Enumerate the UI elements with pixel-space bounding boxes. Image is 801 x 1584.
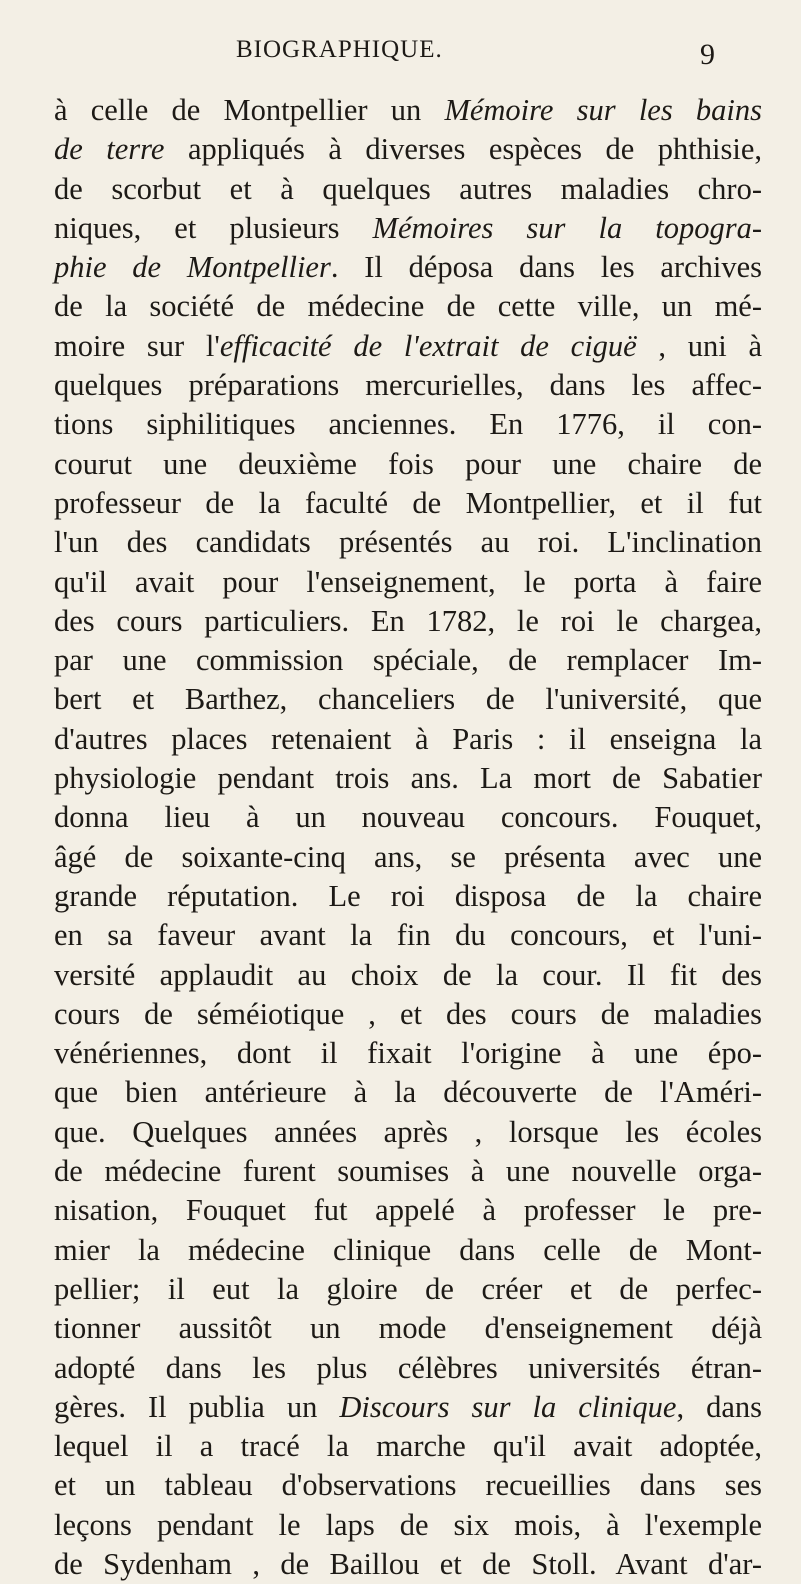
text-line	[54, 287, 762, 326]
italic-title: Mémoires sur la topogra-	[372, 210, 762, 245]
text-run: âgé de soixante-cinq ans, se présenta avec une	[54, 839, 762, 874]
text-line	[54, 838, 762, 877]
text-line	[54, 130, 762, 169]
text-run: tions siphilitiques anciennes. En 1776, il con-	[54, 407, 762, 442]
text-line	[54, 759, 762, 798]
text-line	[54, 1231, 762, 1270]
text-line	[54, 641, 762, 680]
text-line	[54, 209, 762, 248]
text-line	[54, 1309, 762, 1348]
text-run: de médecine furent soumises à une nouvelle orga-	[54, 1154, 762, 1189]
text-run: professeur de la faculté de Montpellier, et il fut	[54, 485, 762, 520]
text-run: quelques préparations mercurielles, dans les affec-	[54, 368, 762, 403]
text-run: niques, et plusieurs	[54, 210, 373, 245]
text-run: que. Quelques années après , lorsque les écoles	[54, 1114, 762, 1149]
text-run: . Il déposa dans les archives	[330, 250, 762, 285]
body-text	[54, 91, 762, 1584]
text-run: donna lieu à un nouveau concours. Fouquet,	[54, 800, 762, 835]
text-line	[54, 1152, 762, 1191]
text-run: mier la médecine clinique dans celle de Mont-	[54, 1232, 762, 1267]
text-line	[54, 1545, 762, 1584]
text-line	[54, 1113, 762, 1152]
text-run: et un tableau d'observations recueillies dans ses	[54, 1468, 762, 1503]
text-line	[54, 445, 762, 484]
text-run: , uni à	[636, 328, 762, 363]
italic-title: efficacité de l'extrait de ciguë	[219, 328, 637, 363]
text-run: tionner aussitôt un mode d'enseignement déjà	[54, 1311, 762, 1346]
text-run: en sa faveur avant la fin du concours, et l'uni-	[54, 918, 762, 953]
text-line	[54, 563, 762, 602]
text-line	[54, 91, 762, 130]
text-line	[54, 602, 762, 641]
text-run: grande réputation. Le roi disposa de la chaire	[54, 878, 762, 913]
text-run: leçons pendant le laps de six mois, à l'exemple	[54, 1507, 762, 1542]
text-run: versité applaudit au choix de la cour. Il fit des	[54, 957, 762, 992]
text-line	[54, 1466, 762, 1505]
text-run: par une commission spéciale, de remplacer Im-	[54, 643, 762, 678]
text-run: moire sur l'	[54, 328, 220, 363]
text-run: à celle de Montpellier un	[54, 93, 445, 127]
page-header	[0, 36, 801, 76]
text-run: qu'il avait pour l'enseignement, le porta à faire	[54, 564, 762, 599]
text-run: que bien antérieure à la découverte de l'Améri-	[54, 1075, 762, 1110]
text-run: physiologie pendant trois ans. La mort de Sabatier	[54, 761, 762, 796]
text-run: de la société de médecine de cette ville, un mé-	[54, 289, 762, 324]
text-line	[54, 248, 762, 287]
text-line	[54, 798, 762, 837]
page-number: 9	[700, 38, 715, 71]
text-run: gères. Il publia un	[54, 1389, 340, 1424]
text-run: bert et Barthez, chanceliers de l'université, que	[54, 682, 762, 717]
text-run: l'un des candidats présentés au roi. L'inclination	[54, 525, 762, 560]
text-run: cours de séméiotique , et des cours de maladies	[54, 996, 762, 1031]
text-run: d'autres places retenaient à Paris : il enseigna la	[54, 721, 762, 756]
text-line	[54, 327, 762, 366]
italic-title: de terre	[54, 132, 165, 167]
text-run: , dans	[676, 1389, 762, 1424]
text-run: nisation, Fouquet fut appelé à professer le pre-	[54, 1193, 762, 1228]
text-line	[54, 916, 762, 955]
text-line	[54, 170, 762, 209]
text-line	[54, 877, 762, 916]
text-run: appliqués à diverses espèces de phthisie,	[164, 132, 762, 167]
text-run: de scorbut et à quelques autres maladies chro-	[54, 171, 762, 206]
text-run: courut une deuxième fois pour une chaire de	[54, 446, 762, 481]
text-run: pellier; il eut la gloire de créer et de perfec-	[54, 1271, 762, 1306]
text-line	[54, 484, 762, 523]
text-line	[54, 523, 762, 562]
running-head: BIOGRAPHIQUE.	[236, 36, 443, 63]
italic-title: Discours sur la clinique	[339, 1389, 677, 1424]
text-line	[54, 1506, 762, 1545]
text-line	[54, 1427, 762, 1466]
text-line	[54, 720, 762, 759]
text-line	[54, 1349, 762, 1388]
text-line	[54, 995, 762, 1034]
text-line	[54, 366, 762, 405]
text-line	[54, 956, 762, 995]
italic-title: phie de Montpellier	[54, 250, 331, 285]
text-run: adopté dans les plus célèbres universités étran-	[54, 1350, 762, 1385]
text-line	[54, 1270, 762, 1309]
text-run: vénériennes, dont il fixait l'origine à une épo-	[54, 1036, 762, 1071]
text-line	[54, 1034, 762, 1073]
italic-title: Mémoire sur les bains	[444, 93, 762, 127]
text-run: de Sydenham , de Baillou et de Stoll. Avant d'ar-	[54, 1546, 762, 1581]
text-line	[54, 1073, 762, 1112]
text-line	[54, 1388, 762, 1427]
text-line	[54, 405, 762, 444]
text-run: des cours particuliers. En 1782, le roi le chargea,	[54, 603, 762, 638]
text-run: lequel il a tracé la marche qu'il avait adoptée,	[54, 1429, 762, 1464]
text-line	[54, 1191, 762, 1230]
text-line	[54, 680, 762, 719]
